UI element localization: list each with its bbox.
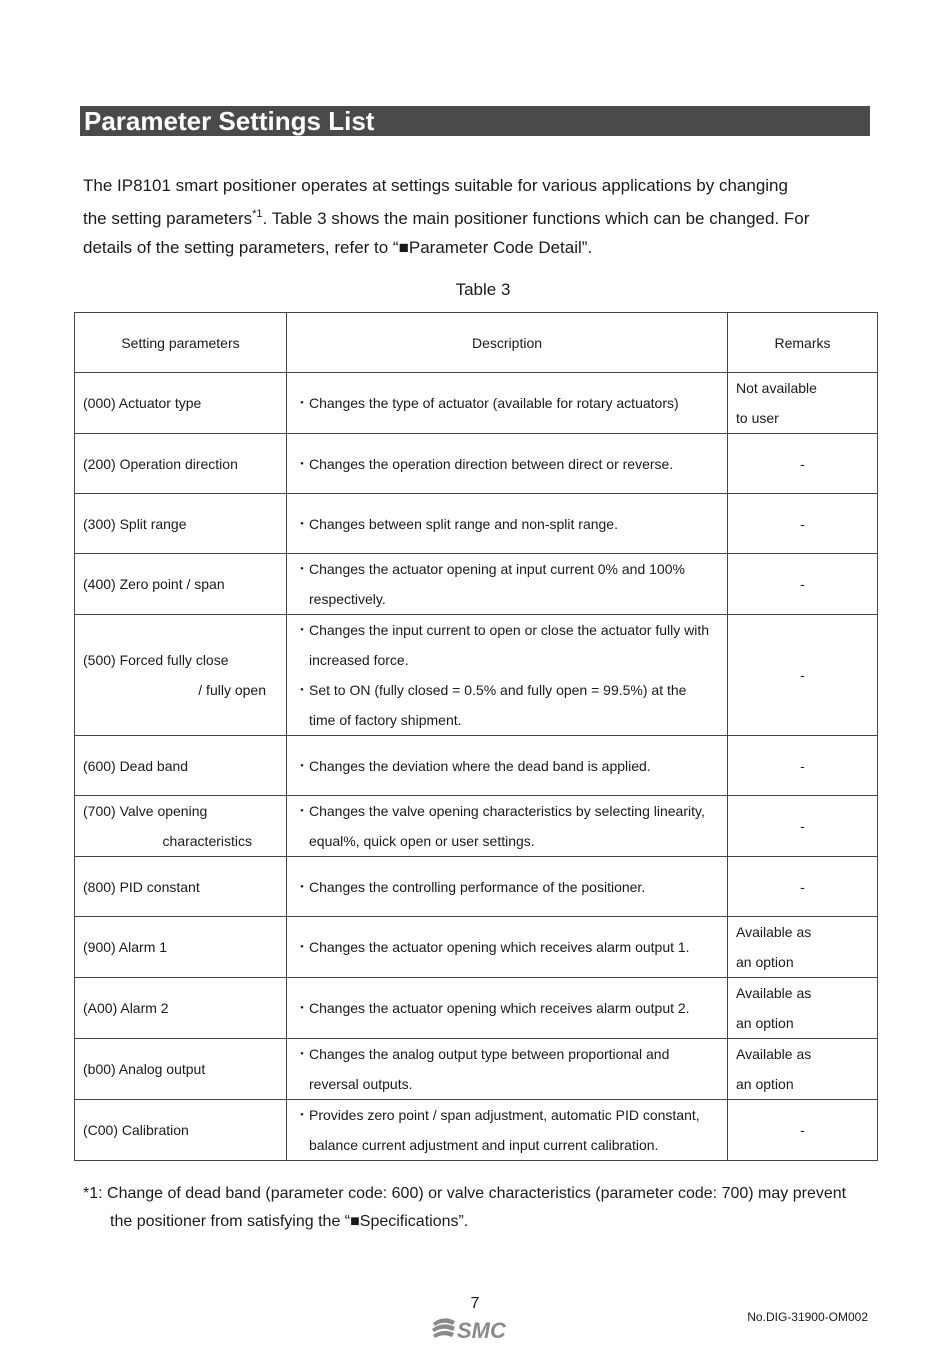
- param-text: (A00) Alarm 2: [83, 1000, 169, 1016]
- param-cell: [75, 796, 287, 857]
- param-text: (300) Split range: [83, 515, 187, 532]
- description-cell: [287, 1039, 728, 1100]
- table-row: [75, 434, 878, 494]
- param-text: (b00) Analog output: [83, 1061, 206, 1077]
- header-description: Description: [287, 313, 728, 373]
- description-cell: [287, 434, 728, 494]
- param-text: (400) Zero point / span: [83, 576, 225, 592]
- description-text: ・Changes between split range and non-split range.: [295, 515, 618, 532]
- table-caption: Table 3: [455, 280, 511, 299]
- description-cell: [287, 857, 728, 917]
- description-text: ・Changes the deviation where the dead band is applied.: [295, 757, 651, 774]
- description-text: ・Changes the valve opening characteristics by selecting linearity,: [295, 803, 705, 819]
- table-row: [75, 917, 878, 978]
- remark-cell: [728, 615, 878, 736]
- param-cell: [75, 434, 287, 494]
- remark-text: Available as: [736, 1046, 812, 1062]
- param-cell: [75, 736, 287, 796]
- remark-cell: [728, 554, 878, 615]
- intro-paragraph: [83, 171, 883, 262]
- header-setting-parameters: Setting parameters: [75, 313, 287, 373]
- footnote-ref: *1: [252, 208, 263, 220]
- table-row: [75, 736, 878, 796]
- param-text: (800) PID constant: [83, 878, 200, 895]
- description-cell: [287, 554, 728, 615]
- param-cell: [75, 1039, 287, 1100]
- intro-line-1: The IP8101 smart positioner operates at settings suitable for various applications by changing: [83, 176, 788, 195]
- header-remarks: Remarks: [728, 313, 878, 373]
- param-text: (C00) Calibration: [83, 1122, 189, 1138]
- remark-text: Available as: [736, 924, 812, 940]
- intro-line-3: details of the setting parameters, refer to “■Parameter Code Detail”.: [83, 238, 593, 257]
- remark-text: Available as: [736, 985, 812, 1001]
- description-cell: [287, 615, 728, 736]
- intro-line-2-end: . Table 3 shows the main positioner functions which can be changed. For: [262, 209, 810, 228]
- description-cell: [287, 917, 728, 978]
- description-cell: [287, 1100, 728, 1161]
- description-text: respectively.: [309, 591, 386, 607]
- smc-logo: [431, 1315, 511, 1341]
- description-text: increased force.: [309, 652, 409, 668]
- param-text: (700) Valve opening: [83, 803, 208, 819]
- table-row: [75, 554, 878, 615]
- document-number: No.DIG-31900-OM002: [747, 1310, 868, 1324]
- description-text: ・Changes the type of actuator (available for rotary actuators): [295, 395, 679, 411]
- description-text: ・Changes the actuator opening at input current 0% and 100%: [295, 561, 685, 577]
- remark-text: -: [800, 455, 805, 472]
- remark-text: an option: [736, 1015, 794, 1031]
- param-text: / fully open: [198, 682, 266, 698]
- remark-text: -: [800, 818, 805, 834]
- table-header-row: [75, 313, 878, 373]
- description-text: ・Set to ON (fully closed = 0.5% and fully open = 99.5%) at the: [295, 682, 687, 698]
- remark-text: -: [800, 667, 805, 683]
- remark-text: an option: [736, 954, 794, 970]
- footnote-line-2: the positioner from satisfying the “■Specifications”.: [110, 1213, 469, 1230]
- description-text: ・Changes the analog output type between proportional and: [295, 1046, 670, 1062]
- description-text: ・Changes the controlling performance of the positioner.: [295, 878, 646, 895]
- param-cell: [75, 373, 287, 434]
- intro-line-2-start: the setting parameters: [83, 209, 253, 228]
- param-cell: [75, 978, 287, 1039]
- description-cell: [287, 978, 728, 1039]
- parameter-table: [74, 312, 878, 1161]
- remark-text: -: [800, 878, 805, 895]
- description-text: ・Changes the input current to open or close the actuator fully with: [295, 622, 710, 638]
- remark-cell: [728, 1039, 878, 1100]
- intro-line-2: [83, 200, 883, 233]
- remark-cell: [728, 796, 878, 857]
- table-row: [75, 494, 878, 554]
- footnote: [83, 1180, 883, 1236]
- remark-text: an option: [736, 1076, 794, 1092]
- description-text: ・Changes the actuator opening which receives alarm output 1.: [295, 939, 690, 955]
- table-row: [75, 373, 878, 434]
- footnote-line-1: *1: Change of dead band (parameter code: 600) or valve characteristics (parameter code: 700) may prevent: [83, 1185, 847, 1202]
- description-text: ・Changes the actuator opening which receives alarm output 2.: [295, 1000, 690, 1016]
- description-cell: [287, 494, 728, 554]
- section-title: Parameter Settings List: [80, 106, 870, 136]
- param-text: (600) Dead band: [83, 757, 189, 774]
- logo-text: SMC: [457, 1318, 506, 1341]
- remark-cell: [728, 736, 878, 796]
- param-text: (000) Actuator type: [83, 395, 202, 411]
- param-cell: [75, 917, 287, 978]
- remark-cell: [728, 1100, 878, 1161]
- description-text: ・Changes the operation direction between direct or reverse.: [295, 455, 674, 472]
- description-text: equal%, quick open or user settings.: [309, 833, 535, 849]
- remark-text: to user: [736, 410, 779, 426]
- description-text: balance current adjustment and input current calibration.: [309, 1137, 659, 1153]
- remark-cell: [728, 917, 878, 978]
- param-cell: [75, 554, 287, 615]
- table-row: [75, 857, 878, 917]
- remark-text: -: [800, 1122, 805, 1138]
- remark-cell: [728, 373, 878, 434]
- remark-cell: [728, 978, 878, 1039]
- param-cell: [75, 615, 287, 736]
- param-text: (900) Alarm 1: [83, 939, 168, 955]
- remark-cell: [728, 857, 878, 917]
- table-row: [75, 1039, 878, 1100]
- table-body: [75, 373, 878, 1161]
- param-text: (500) Forced fully close: [83, 652, 229, 668]
- description-text: reversal outputs.: [309, 1076, 413, 1092]
- page-number: 7: [470, 1295, 480, 1312]
- table-row: [75, 1100, 878, 1161]
- remark-cell: [728, 494, 878, 554]
- table-row: [75, 796, 878, 857]
- description-cell: [287, 796, 728, 857]
- remark-text: Not available: [736, 380, 817, 396]
- remark-text: -: [800, 576, 805, 592]
- description-cell: [287, 373, 728, 434]
- param-text: characteristics: [162, 833, 252, 849]
- param-text: (200) Operation direction: [83, 455, 238, 472]
- description-text: ・Provides zero point / span adjustment, automatic PID constant,: [295, 1107, 700, 1123]
- param-cell: [75, 857, 287, 917]
- description-cell: [287, 736, 728, 796]
- table-row: [75, 978, 878, 1039]
- remark-text: -: [800, 515, 805, 532]
- description-text: time of factory shipment.: [309, 712, 462, 728]
- remark-cell: [728, 434, 878, 494]
- param-cell: [75, 1100, 287, 1161]
- table-row: [75, 615, 878, 736]
- param-cell: [75, 494, 287, 554]
- remark-text: -: [800, 757, 805, 774]
